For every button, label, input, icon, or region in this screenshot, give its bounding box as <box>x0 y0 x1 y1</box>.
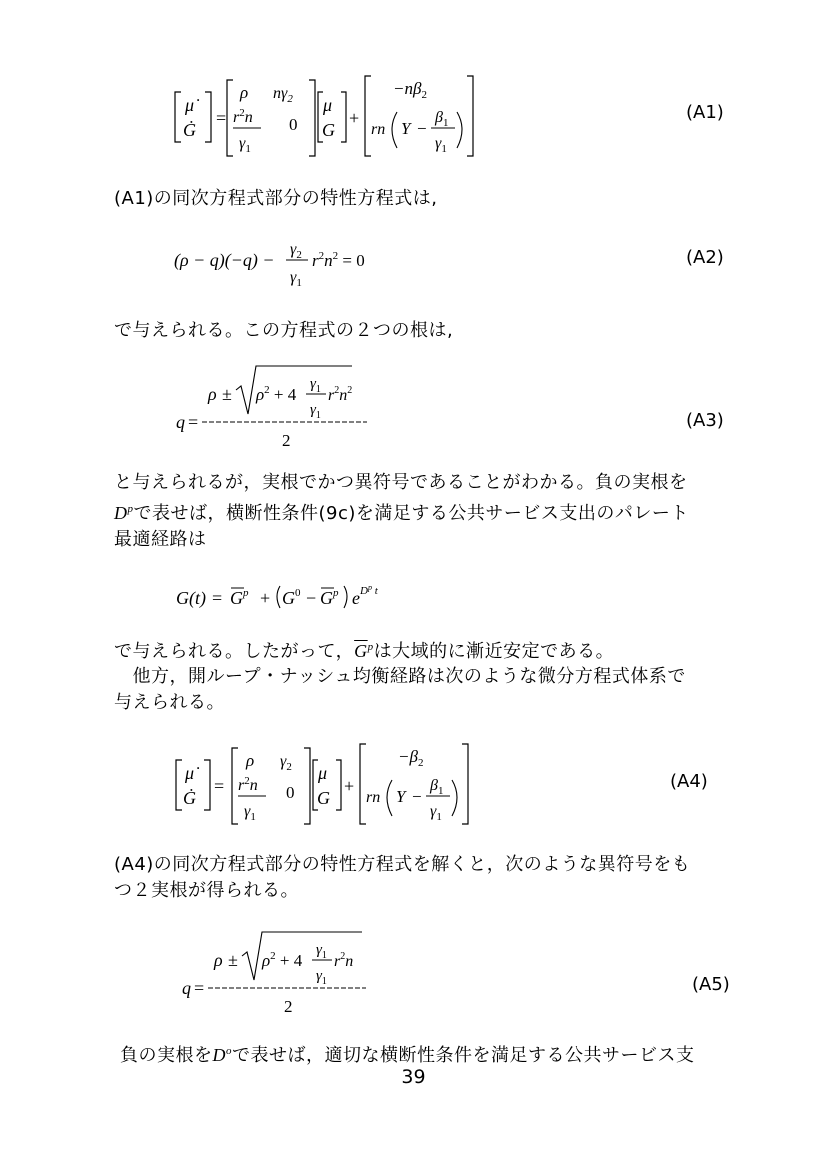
svg-text:=: = <box>216 108 227 128</box>
svg-text:rn: rn <box>371 121 386 138</box>
svg-text:=: = <box>214 776 225 796</box>
equation-a1 <box>165 74 485 160</box>
paragraph-3-line-2: $D^p$で表せば，横断性条件(9c)を満足する公共サービス支出のパレート <box>114 503 689 524</box>
svg-text:μ: μ <box>318 763 328 783</box>
svg-text:=: = <box>194 978 205 998</box>
svg-text:Gp: $G^p$ <box>230 587 249 608</box>
svg-text:G: G <box>317 788 330 808</box>
svg-text:γ1: $\gamma_1$ <box>310 376 321 395</box>
paragraph-5-line-1: 他方，開ループ・ナッシュ均衡経路は次のような微分方程式体系で <box>114 666 686 687</box>
svg-text:γ2: $\gamma_2$ <box>280 753 292 773</box>
svg-text:μ̇: μ̇ <box>185 95 195 115</box>
svg-text:2: 2 <box>282 431 291 450</box>
equation-a5 <box>178 928 378 1018</box>
svg-text:2: 2 <box>284 997 293 1016</box>
equation-a4 <box>168 742 478 828</box>
svg-text:μ: μ <box>323 95 333 115</box>
svg-text:G: G <box>322 120 335 140</box>
equation-a3-label: (A3) <box>686 410 724 431</box>
svg-text:+: + <box>349 108 360 128</box>
svg-text:0: 0 <box>286 783 295 802</box>
svg-text:ρ2 + 4: $\rho^2 + 4$ <box>262 950 303 970</box>
equation-a1-label: (A1) <box>686 102 724 123</box>
svg-text:ρ2 + 4: $\rho^2 + 4$ <box>256 384 297 404</box>
svg-text:−: − <box>306 588 317 608</box>
svg-text:q: q <box>176 412 185 432</box>
paragraph-3-line-1: と与えられるが，実根でかつ異符号であることがわかる。負の実根を <box>114 472 688 493</box>
paragraph-3 <box>114 470 754 553</box>
paragraph-1: (A1)の同次方程式部分の特性方程式は, <box>114 188 438 209</box>
page-number: 39 <box>401 1066 426 1088</box>
svg-text:(ρ − q)(−q) −: (ρ − q)(−q) − <box>174 250 275 270</box>
svg-text:G(t): G(t) <box>176 588 206 608</box>
equation-a2 <box>172 232 392 288</box>
svg-text:γ1: $\gamma_1$ <box>435 135 447 155</box>
svg-text:G0: $G^0$ <box>282 587 301 608</box>
svg-text:+: + <box>344 776 355 796</box>
symbol-dp: D <box>114 503 128 523</box>
svg-text:μ̇: μ̇ <box>185 763 195 783</box>
equation-a2-label: (A2) <box>686 247 724 268</box>
svg-text:γ1: $\gamma_1$ <box>316 942 327 961</box>
svg-text:r2n2: $r^2n^2$ <box>328 385 353 404</box>
svg-text:=: = <box>212 588 223 608</box>
svg-text:eDp t: $e^{Dp}$ $_t$ <box>352 583 378 608</box>
svg-text:Gp: $G^p$ <box>320 587 339 608</box>
svg-text:β1: $\beta_1$ <box>430 777 444 797</box>
paragraph-5 <box>114 664 754 716</box>
svg-text:nγ2: $n\gamma_2$ <box>273 85 293 105</box>
svg-text:Ġ: Ġ <box>183 788 196 808</box>
svg-text:γ1: $\gamma_1$ <box>244 803 256 823</box>
svg-text:ρ: ρ <box>240 83 249 102</box>
svg-text:r2n: $r^2n$ <box>233 107 253 126</box>
paragraph-7: 負の実根を$D^o$で表せば，適切な横断性条件を満足する公共サービス支 <box>120 1045 695 1066</box>
svg-text:β1: $\beta_1$ <box>435 109 449 129</box>
paragraph-2: で与えられる。この方程式の２つの根は, <box>114 320 454 341</box>
svg-text:Y: Y <box>396 787 406 806</box>
svg-text:−β2: $-\beta_2$ <box>398 747 424 769</box>
svg-text:ρ: ρ <box>246 751 255 770</box>
paragraph-6-line-2: つ２実根が得られる。 <box>114 880 299 901</box>
equation-a4-label: (A4) <box>670 771 708 792</box>
svg-text:r2n: $r^2n$ <box>238 775 258 794</box>
svg-text:γ1: $\gamma_1$ <box>430 803 442 823</box>
paragraph-5-line-2: 与えられる。 <box>114 692 225 713</box>
svg-text:=: = <box>188 412 199 432</box>
paragraph-6-line-1: (A4)の同次方程式部分の特性方程式を解くと，次のような異符号をも <box>114 854 691 875</box>
svg-text:γ1: $\gamma_1$ <box>316 968 327 987</box>
equation-a3 <box>172 362 382 452</box>
svg-text:±: ± <box>222 384 232 404</box>
svg-text:−: − <box>417 119 427 138</box>
equation-gt <box>174 574 394 614</box>
paragraph-4: で与えられる。したがって，$\overline{G}^p$は大域的に漸近安定である。 <box>114 641 615 662</box>
svg-text:γ1: $\gamma_1$ <box>310 402 321 421</box>
svg-text:ρ: ρ <box>208 384 217 404</box>
paragraph-6 <box>114 852 754 904</box>
svg-text:Y: Y <box>401 119 411 138</box>
svg-text:r2n2 = 0: $r^2n^2 = 0$ <box>312 250 365 270</box>
svg-text:−: − <box>412 787 422 806</box>
svg-text:rn: rn <box>366 789 381 806</box>
svg-text:ρ: ρ <box>214 950 223 970</box>
svg-text:γ1: $\gamma_1$ <box>239 135 251 155</box>
svg-text:0: 0 <box>289 115 298 134</box>
symbol-gp: $\overline{G}$ <box>354 641 368 661</box>
svg-text:+: + <box>260 588 271 608</box>
equation-a5-label: (A5) <box>692 974 730 995</box>
svg-text:−nβ2: $-n\beta_2$ <box>393 79 427 101</box>
symbol-do: D <box>212 1045 226 1065</box>
paragraph-3-line-3: 最適経路は <box>114 529 207 550</box>
svg-text:γ1: $\gamma_1$ <box>290 269 302 288</box>
svg-text:Ġ: Ġ <box>183 120 196 140</box>
svg-text:γ2: $\gamma_2$ <box>290 241 302 261</box>
svg-text:q: q <box>182 978 191 998</box>
svg-text:r2n: $r^2n$ <box>334 951 354 970</box>
svg-text:±: ± <box>228 950 238 970</box>
